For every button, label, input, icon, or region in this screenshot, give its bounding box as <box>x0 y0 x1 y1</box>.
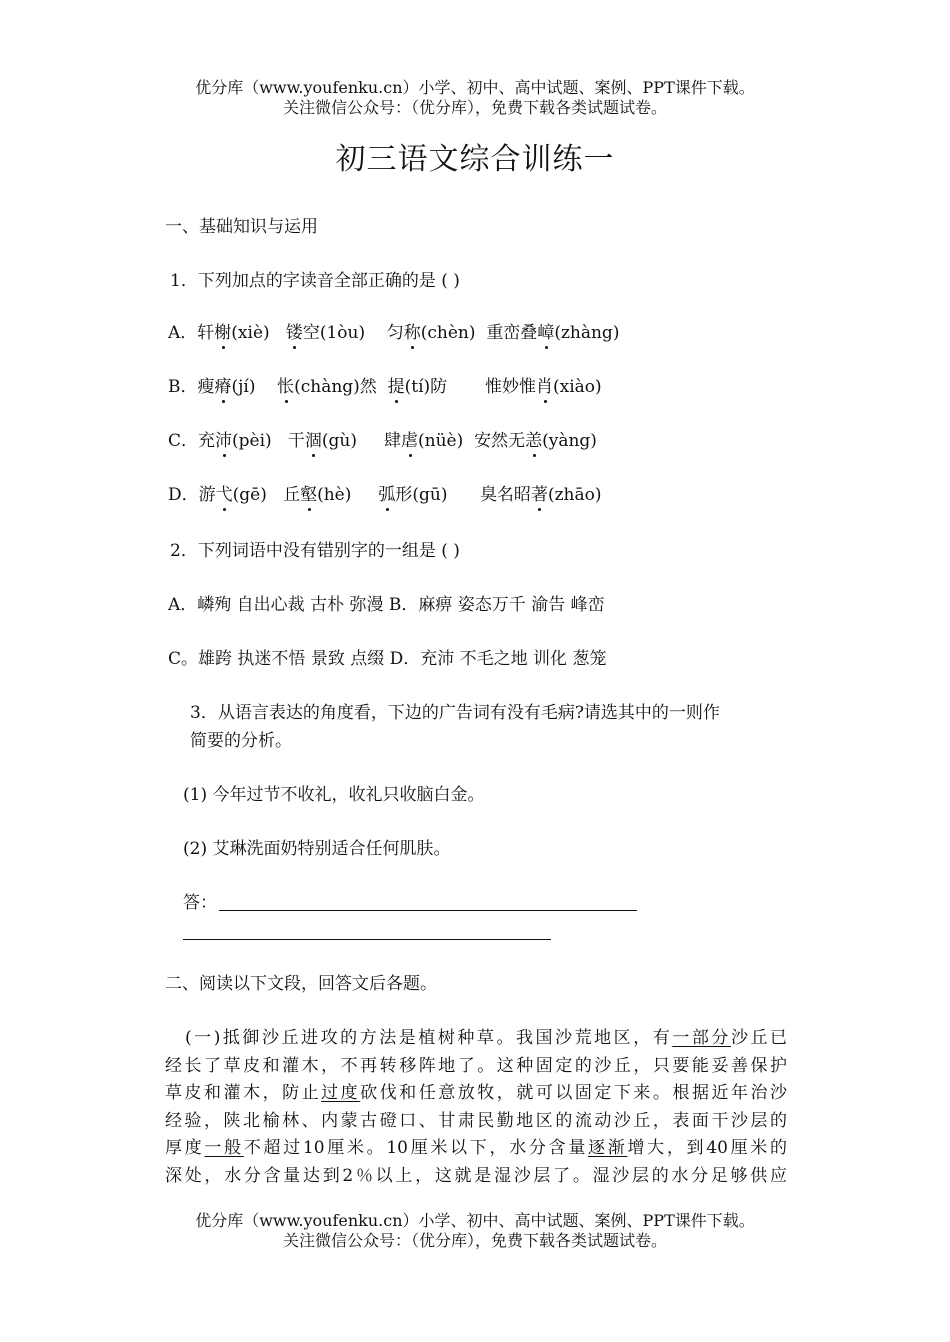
question-2-options-cd: C。雄跨 执迷不悟 景致 点缀 D．充沛 不毛之地 训化 葱笼 <box>168 649 607 669</box>
question-2-stem: 2．下列词语中没有错别字的一组是 ( ) <box>170 541 460 561</box>
passage-line: 深处，水分含量达到2％以上，这就是湿沙层了。湿沙层的水分足够供应 <box>165 1165 787 1186</box>
passage-line: 草皮和灌木，防止过度砍伐和任意放牧，就可以固定下来。根据近年治沙 <box>165 1083 788 1103</box>
section-1-heading: 一、基础知识与运用 <box>165 217 318 237</box>
page-title: 初三语文综合训练一 <box>335 142 615 177</box>
passage-line: 经长了草皮和灌木，不再转移阵地了。这种固定的沙丘，只要能妥善保护 <box>165 1055 787 1076</box>
question-3-stem-line-2: 简要的分析。 <box>190 731 292 751</box>
answer-label: 答： <box>183 893 217 913</box>
question-1-stem: 1．下列加点的字读音全部正确的是 ( ) <box>170 271 460 291</box>
passage-line: 经验，陕北榆林、内蒙古磴口、甘肃民勤地区的流动沙丘，表面干沙层的 <box>165 1110 787 1131</box>
question-3-item-2: (2) 艾琳洗面奶特别适合任何肌肤。 <box>183 839 451 859</box>
header-line-2: 关注微信公众号：（优分库），免费下载各类试题试卷。 <box>282 98 667 117</box>
question-1-option-c: C．充沛(pèi) 干涸(gù) 肆虐(nüè) 安然无恙(yàng) <box>168 431 597 451</box>
header-line-1: 优分库（www.youfenku.cn）小学、初中、高中试题、案例、PPT课件下载。 <box>195 78 755 97</box>
passage-line: 厚度一般不超过10厘米。10厘米以下，水分含量逐渐增大，到40厘米的 <box>165 1138 787 1158</box>
answer-line-1 <box>219 910 637 911</box>
reading-passage <box>165 1025 787 1190</box>
question-1-option-d: D．游弋(gē) 丘壑(hè) 弧形(gū) 臭名昭著(zhāo) <box>168 485 602 505</box>
footer-line-1: 优分库（www.youfenku.cn）小学、初中、高中试题、案例、PPT课件下载。 <box>195 1211 755 1230</box>
question-3-stem-line-1: 3．从语言表达的角度看，下边的广告词有没有毛病?请选其中的一则作 <box>190 703 720 723</box>
section-2-heading: 二、阅读以下文段，回答文后各题。 <box>165 974 437 994</box>
question-1-option-b: B．瘦瘠(jí) 怅(chàng)然 提(tí)防 惟妙惟肖(xiào) <box>168 377 602 397</box>
passage-line: (一)抵御沙丘进攻的方法是植树种草。我国沙荒地区，有一部分沙丘已 <box>185 1028 788 1048</box>
question-2-options-ab: A．嶙殉 自出心裁 古朴 弥漫 B．麻痹 姿态万千 渝告 峰峦 <box>168 595 605 615</box>
answer-line-2 <box>183 939 551 940</box>
question-1-option-a: A．轩榭(xiè) 镂空(1òu) 匀称(chèn) 重峦叠嶂(zhàng) <box>168 323 620 343</box>
question-3-item-1: (1) 今年过节不收礼，收礼只收脑白金。 <box>183 785 485 805</box>
footer-line-2: 关注微信公众号：（优分库），免费下载各类试题试卷。 <box>282 1231 667 1250</box>
